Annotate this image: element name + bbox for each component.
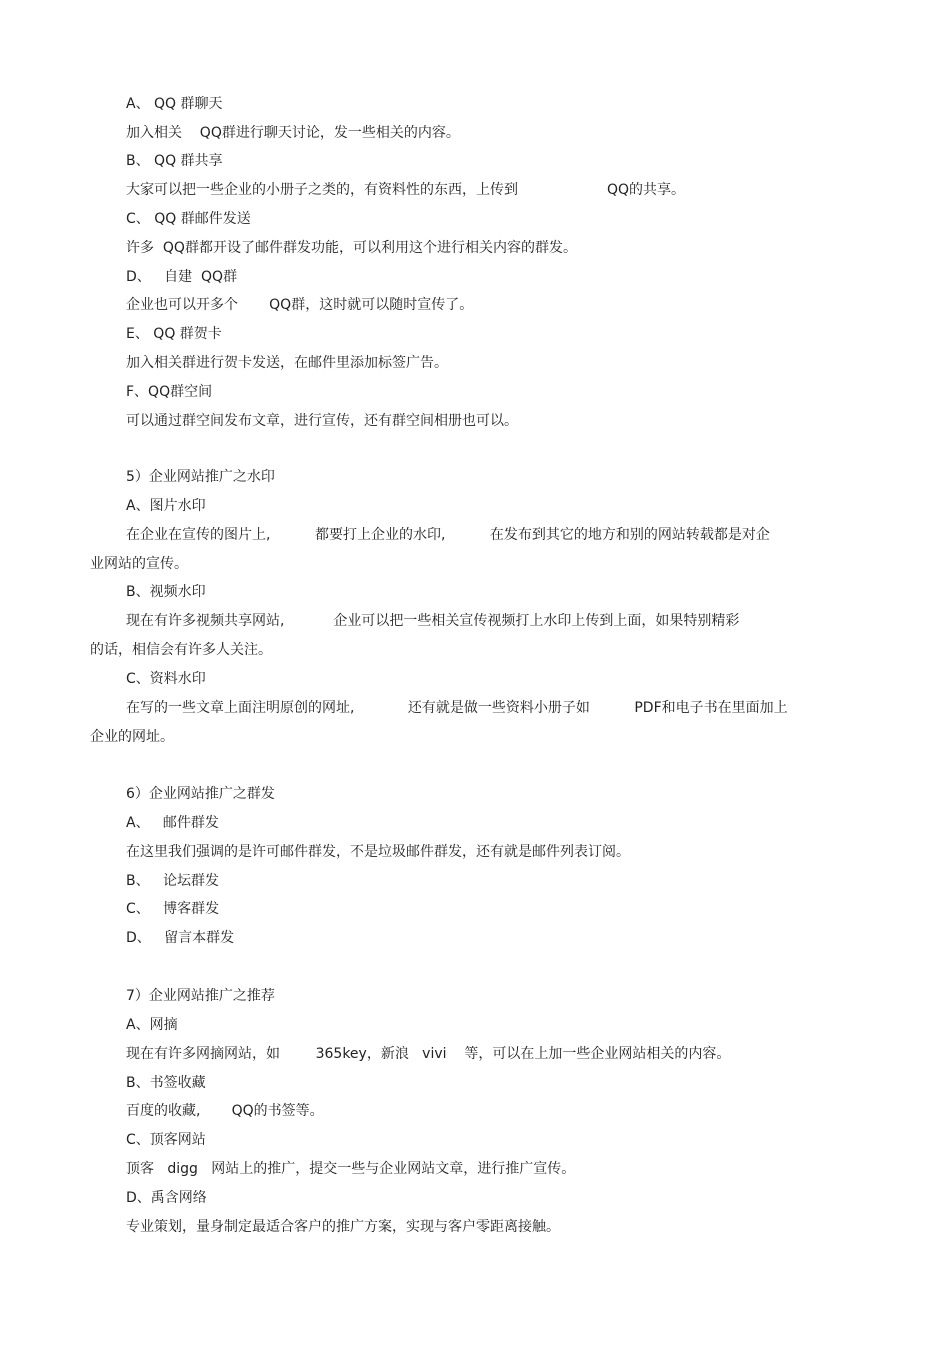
- s7-d-title: D、禹含网络: [126, 1190, 207, 1206]
- qq-e-title: E、 QQ 群贺卡: [126, 326, 222, 342]
- qq-f-text: 可以通过群空间发布文章，进行宣传，还有群空间相册也可以。: [126, 413, 518, 429]
- s5-b-text-1: 现在有许多视频共享网站, 企业可以把一些相关宣传视频打上水印上传到上面，如果特别精彩: [126, 613, 740, 629]
- s7-b-text: 百度的收藏, QQ的书签等。: [126, 1103, 324, 1119]
- s7-b-title: B、书签收藏: [126, 1075, 206, 1091]
- s5-c-title: C、资料水印: [126, 671, 206, 687]
- s5-b-title: B、视频水印: [126, 584, 206, 600]
- qq-c-title: C、 QQ 群邮件发送: [126, 211, 251, 227]
- qq-b-title: B、 QQ 群共享: [126, 153, 223, 169]
- qq-d-text: 企业也可以开多个 QQ群，这时就可以随时宣传了。: [126, 297, 474, 313]
- qq-c-text: 许多 QQ群都开设了邮件群发功能，可以利用这个进行相关内容的群发。: [126, 240, 577, 256]
- s5-a-text-1: 在企业在宣传的图片上, 都要打上企业的水印, 在发布到其它的地方和别的网站转载都是对企: [126, 527, 770, 543]
- s6-a-title: A、 邮件群发: [126, 815, 219, 831]
- qq-e-text: 加入相关群进行贺卡发送，在邮件里添加标签广告。: [126, 355, 448, 371]
- s7-d-text: 专业策划，量身制定最适合客户的推广方案，实现与客户零距离接触。: [126, 1219, 560, 1235]
- s7-a-title: A、网摘: [126, 1017, 178, 1033]
- s5-c-text-1: 在写的一些文章上面注明原创的网址, 还有就是做一些资料小册子如 PDF和电子书在里面加上: [126, 700, 788, 716]
- s7-c-title: C、顶客网站: [126, 1132, 206, 1148]
- qq-a-title: A、 QQ 群聊天: [126, 96, 223, 112]
- s6-d-title: D、 留言本群发: [126, 930, 235, 946]
- qq-a-text: 加入相关 QQ群进行聊天讨论，发一些相关的内容。: [126, 125, 460, 141]
- section6-heading: 6）企业网站推广之群发: [126, 786, 275, 802]
- s5-a-text-2: 业网站的宣传。: [90, 556, 188, 572]
- qq-b-text: 大家可以把一些企业的小册子之类的，有资料性的东西，上传到 QQ的共享。: [126, 182, 686, 198]
- s5-b-text-2: 的话，相信会有许多人关注。: [90, 642, 272, 658]
- s7-c-text: 顶客 digg 网站上的推广，提交一些与企业网站文章，进行推广宣传。: [126, 1161, 576, 1177]
- qq-f-title: F、QQ群空间: [126, 384, 213, 400]
- s7-a-text: 现在有许多网摘网站，如 365key，新浪 vivi 等，可以在上加一些企业网站相关的内容。: [126, 1046, 731, 1062]
- s6-b-title: B、 论坛群发: [126, 873, 219, 889]
- s6-c-title: C、 博客群发: [126, 901, 220, 917]
- section7-heading: 7）企业网站推广之推荐: [126, 988, 275, 1004]
- section5-heading: 5）企业网站推广之水印: [126, 469, 275, 485]
- s5-c-text-2: 企业的网址。: [90, 729, 174, 745]
- qq-d-title: D、 自建 QQ群: [126, 269, 238, 285]
- s6-a-text: 在这里我们强调的是许可邮件群发，不是垃圾邮件群发，还有就是邮件列表订阅。: [126, 844, 630, 860]
- s5-a-title: A、图片水印: [126, 498, 206, 514]
